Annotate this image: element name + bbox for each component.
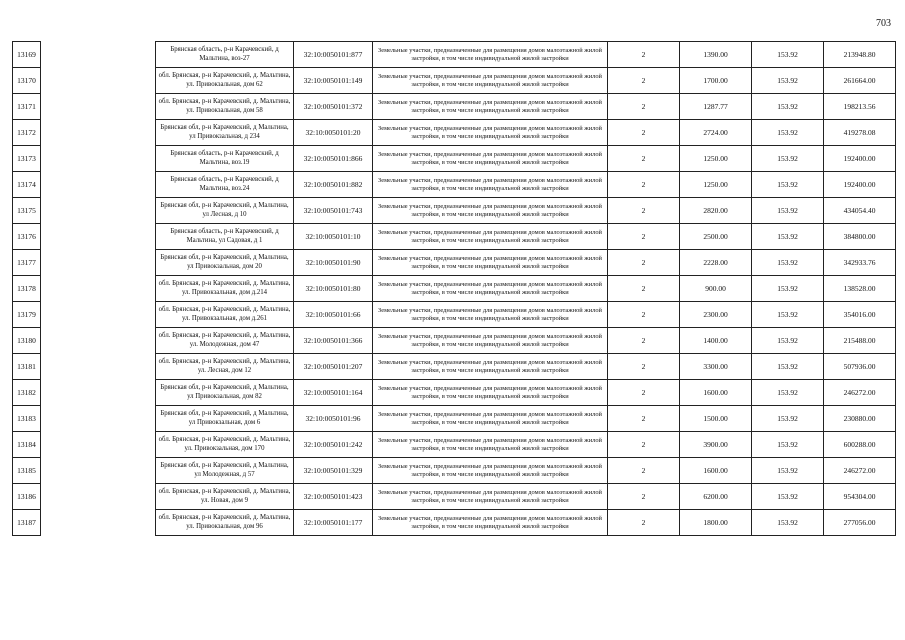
area-cell: 1600.00 bbox=[680, 458, 752, 484]
value-cell: 138528.00 bbox=[824, 276, 896, 302]
category-cell: 2 bbox=[608, 328, 680, 354]
address-cell: обл. Брянская, р-н Карачевский, д. Мальтина, ул. Лесная, дом 12 bbox=[156, 354, 294, 380]
row-number-cell: 13172 bbox=[13, 120, 41, 146]
row-number-row bbox=[13, 276, 41, 302]
value-cell: 419278.08 bbox=[824, 120, 896, 146]
area-cell: 3900.00 bbox=[680, 432, 752, 458]
land-use-cell: Земельные участки, предназначенные для размещения домов малоэтажной жилой застройки, в том числе индивидуальной жилой застройки bbox=[373, 276, 608, 302]
value-cell: 215488.00 bbox=[824, 328, 896, 354]
cadastral-number-cell: 32:10:0050101:66 bbox=[294, 302, 373, 328]
value-cell: 246272.00 bbox=[824, 380, 896, 406]
area-cell: 1700.00 bbox=[680, 68, 752, 94]
area-cell: 1250.00 bbox=[680, 146, 752, 172]
category-cell: 2 bbox=[608, 510, 680, 536]
area-cell: 2724.00 bbox=[680, 120, 752, 146]
category-cell: 2 bbox=[608, 68, 680, 94]
parcel-table bbox=[155, 41, 896, 536]
rate-cell: 153.92 bbox=[752, 302, 824, 328]
cadastral-number-cell: 32:10:0050101:149 bbox=[294, 68, 373, 94]
rate-cell: 153.92 bbox=[752, 198, 824, 224]
land-use-cell: Земельные участки, предназначенные для размещения домов малоэтажной жилой застройки, в том числе индивидуальной жилой застройки bbox=[373, 42, 608, 68]
row-number-row bbox=[13, 406, 41, 432]
address-cell: обл. Брянская, р-н Карачевский, д. Мальтина, ул. Новая, дом 9 bbox=[156, 484, 294, 510]
row-number-cell: 13181 bbox=[13, 354, 41, 380]
table-row bbox=[156, 198, 896, 224]
rate-cell: 153.92 bbox=[752, 42, 824, 68]
land-use-cell: Земельные участки, предназначенные для размещения домов малоэтажной жилой застройки, в том числе индивидуальной жилой застройки bbox=[373, 510, 608, 536]
address-cell: обл. Брянская, р-н Карачевский, д. Мальтина, ул. Привокзальная, дом д.261 bbox=[156, 302, 294, 328]
row-number-cell: 13182 bbox=[13, 380, 41, 406]
area-cell: 1250.00 bbox=[680, 172, 752, 198]
land-use-cell: Земельные участки, предназначенные для размещения домов малоэтажной жилой застройки, в том числе индивидуальной жилой застройки bbox=[373, 172, 608, 198]
row-number-cell: 13173 bbox=[13, 146, 41, 172]
cadastral-number-cell: 32:10:0050101:366 bbox=[294, 328, 373, 354]
address-cell: Брянская область, р-н Карачевский, д Мальтина, воз-27 bbox=[156, 42, 294, 68]
area-cell: 2228.00 bbox=[680, 250, 752, 276]
category-cell: 2 bbox=[608, 276, 680, 302]
value-cell: 507936.00 bbox=[824, 354, 896, 380]
table-row bbox=[156, 68, 896, 94]
table-row bbox=[156, 94, 896, 120]
value-cell: 600288.00 bbox=[824, 432, 896, 458]
cadastral-number-cell: 32:10:0050101:882 bbox=[294, 172, 373, 198]
row-number-cell: 13175 bbox=[13, 198, 41, 224]
category-cell: 2 bbox=[608, 432, 680, 458]
category-cell: 2 bbox=[608, 146, 680, 172]
address-cell: обл. Брянская, р-н Карачевский, д. Мальтина, ул. Привокзальная, дом 170 bbox=[156, 432, 294, 458]
area-cell: 2300.00 bbox=[680, 302, 752, 328]
row-number-cell: 13178 bbox=[13, 276, 41, 302]
area-cell: 900.00 bbox=[680, 276, 752, 302]
land-use-cell: Земельные участки, предназначенные для размещения домов малоэтажной жилой застройки, в том числе индивидуальной жилой застройки bbox=[373, 198, 608, 224]
category-cell: 2 bbox=[608, 172, 680, 198]
value-cell: 192400.00 bbox=[824, 172, 896, 198]
land-use-cell: Земельные участки, предназначенные для размещения домов малоэтажной жилой застройки, в том числе индивидуальной жилой застройки bbox=[373, 432, 608, 458]
land-use-cell: Земельные участки, предназначенные для размещения домов малоэтажной жилой застройки, в том числе индивидуальной жилой застройки bbox=[373, 94, 608, 120]
value-cell: 354016.00 bbox=[824, 302, 896, 328]
address-cell: Брянская обл, р-н Карачевский, д Мальтина, ул Лесная, д 10 bbox=[156, 198, 294, 224]
row-number-cell: 13176 bbox=[13, 224, 41, 250]
table-row bbox=[156, 276, 896, 302]
table-row bbox=[156, 328, 896, 354]
area-cell: 1390.00 bbox=[680, 42, 752, 68]
row-number-cell: 13184 bbox=[13, 432, 41, 458]
address-cell: Брянская обл, р-н Карачевский, д Мальтина, ул Привокзальная, дом 20 bbox=[156, 250, 294, 276]
category-cell: 2 bbox=[608, 224, 680, 250]
row-number-row bbox=[13, 42, 41, 68]
row-number-row bbox=[13, 354, 41, 380]
value-cell: 261664.00 bbox=[824, 68, 896, 94]
row-number-cell: 13174 bbox=[13, 172, 41, 198]
cadastral-number-cell: 32:10:0050101:866 bbox=[294, 146, 373, 172]
address-cell: Брянская обл, р-н Карачевский, д Мальтина, ул Привокзальная, дом 6 bbox=[156, 406, 294, 432]
rate-cell: 153.92 bbox=[752, 432, 824, 458]
cadastral-number-cell: 32:10:0050101:164 bbox=[294, 380, 373, 406]
land-use-cell: Земельные участки, предназначенные для размещения домов малоэтажной жилой застройки, в том числе индивидуальной жилой застройки bbox=[373, 458, 608, 484]
land-use-cell: Земельные участки, предназначенные для размещения домов малоэтажной жилой застройки, в том числе индивидуальной жилой застройки bbox=[373, 224, 608, 250]
category-cell: 2 bbox=[608, 42, 680, 68]
row-number-row bbox=[13, 146, 41, 172]
address-cell: обл. Брянская, р-н Карачевский, д. Мальтина, ул. Молодежная, дом 47 bbox=[156, 328, 294, 354]
area-cell: 3300.00 bbox=[680, 354, 752, 380]
value-cell: 384800.00 bbox=[824, 224, 896, 250]
cadastral-number-cell: 32:10:0050101:96 bbox=[294, 406, 373, 432]
address-cell: обл. Брянская, р-н Карачевский, д. Мальтина, ул. Привокзальная, дом 62 bbox=[156, 68, 294, 94]
area-cell: 2500.00 bbox=[680, 224, 752, 250]
table-row bbox=[156, 458, 896, 484]
table-row bbox=[156, 146, 896, 172]
rate-cell: 153.92 bbox=[752, 172, 824, 198]
rate-cell: 153.92 bbox=[752, 276, 824, 302]
area-cell: 6200.00 bbox=[680, 484, 752, 510]
row-number-cell: 13169 bbox=[13, 42, 41, 68]
category-cell: 2 bbox=[608, 302, 680, 328]
row-number-row bbox=[13, 120, 41, 146]
table-row bbox=[156, 224, 896, 250]
rate-cell: 153.92 bbox=[752, 68, 824, 94]
rate-cell: 153.92 bbox=[752, 94, 824, 120]
row-number-row bbox=[13, 458, 41, 484]
value-cell: 198213.56 bbox=[824, 94, 896, 120]
rate-cell: 153.92 bbox=[752, 406, 824, 432]
address-cell: Брянская область, р-н Карачевский, д Мальтина, воз.19 bbox=[156, 146, 294, 172]
row-number-row bbox=[13, 484, 41, 510]
row-number-row bbox=[13, 198, 41, 224]
table-row bbox=[156, 354, 896, 380]
value-cell: 434054.40 bbox=[824, 198, 896, 224]
rate-cell: 153.92 bbox=[752, 380, 824, 406]
row-number-row bbox=[13, 172, 41, 198]
rate-cell: 153.92 bbox=[752, 120, 824, 146]
land-use-cell: Земельные участки, предназначенные для размещения домов малоэтажной жилой застройки, в том числе индивидуальной жилой застройки bbox=[373, 250, 608, 276]
table-row bbox=[156, 432, 896, 458]
value-cell: 230880.00 bbox=[824, 406, 896, 432]
area-cell: 1400.00 bbox=[680, 328, 752, 354]
row-number-cell: 13186 bbox=[13, 484, 41, 510]
rate-cell: 153.92 bbox=[752, 458, 824, 484]
land-use-cell: Земельные участки, предназначенные для размещения домов малоэтажной жилой застройки, в том числе индивидуальной жилой застройки bbox=[373, 406, 608, 432]
cadastral-number-cell: 32:10:0050101:90 bbox=[294, 250, 373, 276]
cadastral-number-cell: 32:10:0050101:329 bbox=[294, 458, 373, 484]
table-row bbox=[156, 250, 896, 276]
row-number-cell: 13180 bbox=[13, 328, 41, 354]
land-use-cell: Земельные участки, предназначенные для размещения домов малоэтажной жилой застройки, в том числе индивидуальной жилой застройки bbox=[373, 120, 608, 146]
category-cell: 2 bbox=[608, 458, 680, 484]
cadastral-number-cell: 32:10:0050101:242 bbox=[294, 432, 373, 458]
value-cell: 342933.76 bbox=[824, 250, 896, 276]
row-number-row bbox=[13, 250, 41, 276]
table-row bbox=[156, 406, 896, 432]
land-use-cell: Земельные участки, предназначенные для размещения домов малоэтажной жилой застройки, в том числе индивидуальной жилой застройки bbox=[373, 380, 608, 406]
address-cell: Брянская область, р-н Карачевский, д Мальтина, ул Садовая, д 1 bbox=[156, 224, 294, 250]
address-cell: обл. Брянская, р-н Карачевский, д. Мальтина, ул. Привокзальная, дом 58 bbox=[156, 94, 294, 120]
address-cell: обл. Брянская, р-н Карачевский, д. Мальтина, ул. Привокзальная, дом 96 bbox=[156, 510, 294, 536]
rate-cell: 153.92 bbox=[752, 146, 824, 172]
area-cell: 1500.00 bbox=[680, 406, 752, 432]
table-row bbox=[156, 484, 896, 510]
row-number-cell: 13177 bbox=[13, 250, 41, 276]
row-number-row bbox=[13, 510, 41, 536]
rate-cell: 153.92 bbox=[752, 354, 824, 380]
rate-cell: 153.92 bbox=[752, 510, 824, 536]
table-row bbox=[156, 302, 896, 328]
row-number-row bbox=[13, 94, 41, 120]
rate-cell: 153.92 bbox=[752, 250, 824, 276]
row-number-cell: 13183 bbox=[13, 406, 41, 432]
land-use-cell: Земельные участки, предназначенные для размещения домов малоэтажной жилой застройки, в том числе индивидуальной жилой застройки bbox=[373, 328, 608, 354]
land-use-cell: Земельные участки, предназначенные для размещения домов малоэтажной жилой застройки, в том числе индивидуальной жилой застройки bbox=[373, 68, 608, 94]
area-cell: 1800.00 bbox=[680, 510, 752, 536]
row-number-row bbox=[13, 68, 41, 94]
cadastral-number-cell: 32:10:0050101:80 bbox=[294, 276, 373, 302]
value-cell: 954304.00 bbox=[824, 484, 896, 510]
area-cell: 1600.00 bbox=[680, 380, 752, 406]
category-cell: 2 bbox=[608, 380, 680, 406]
address-cell: Брянская область, р-н Карачевский, д Мальтина, воз.24 bbox=[156, 172, 294, 198]
rate-cell: 153.92 bbox=[752, 484, 824, 510]
address-cell: Брянская обл, р-н Карачевский, д Мальтина, ул Молодежная, д 57 bbox=[156, 458, 294, 484]
table-row bbox=[156, 510, 896, 536]
category-cell: 2 bbox=[608, 198, 680, 224]
value-cell: 213948.80 bbox=[824, 42, 896, 68]
category-cell: 2 bbox=[608, 250, 680, 276]
area-cell: 1287.77 bbox=[680, 94, 752, 120]
cadastral-number-cell: 32:10:0050101:20 bbox=[294, 120, 373, 146]
cadastral-number-cell: 32:10:0050101:743 bbox=[294, 198, 373, 224]
table-row bbox=[156, 172, 896, 198]
land-use-cell: Земельные участки, предназначенные для размещения домов малоэтажной жилой застройки, в том числе индивидуальной жилой застройки bbox=[373, 484, 608, 510]
category-cell: 2 bbox=[608, 94, 680, 120]
land-use-cell: Земельные участки, предназначенные для размещения домов малоэтажной жилой застройки, в том числе индивидуальной жилой застройки bbox=[373, 302, 608, 328]
row-number-row bbox=[13, 302, 41, 328]
cadastral-number-cell: 32:10:0050101:423 bbox=[294, 484, 373, 510]
cadastral-number-cell: 32:10:0050101:372 bbox=[294, 94, 373, 120]
rate-cell: 153.92 bbox=[752, 224, 824, 250]
row-number-row bbox=[13, 380, 41, 406]
rate-cell: 153.92 bbox=[752, 328, 824, 354]
row-number-table bbox=[12, 41, 41, 536]
table-row bbox=[156, 42, 896, 68]
address-cell: Брянская обл, р-н Карачевский, д Мальтина, ул Привокзальная, д 234 bbox=[156, 120, 294, 146]
category-cell: 2 bbox=[608, 406, 680, 432]
table-row bbox=[156, 120, 896, 146]
category-cell: 2 bbox=[608, 354, 680, 380]
category-cell: 2 bbox=[608, 120, 680, 146]
cadastral-number-cell: 32:10:0050101:877 bbox=[294, 42, 373, 68]
table-row bbox=[156, 380, 896, 406]
row-number-cell: 13170 bbox=[13, 68, 41, 94]
row-number-cell: 13187 bbox=[13, 510, 41, 536]
cadastral-number-cell: 32:10:0050101:207 bbox=[294, 354, 373, 380]
row-number-cell: 13179 bbox=[13, 302, 41, 328]
cadastral-number-cell: 32:10:0050101:10 bbox=[294, 224, 373, 250]
row-number-cell: 13171 bbox=[13, 94, 41, 120]
cadastral-number-cell: 32:10:0050101:177 bbox=[294, 510, 373, 536]
area-cell: 2820.00 bbox=[680, 198, 752, 224]
value-cell: 192400.00 bbox=[824, 146, 896, 172]
value-cell: 246272.00 bbox=[824, 458, 896, 484]
row-number-row bbox=[13, 328, 41, 354]
category-cell: 2 bbox=[608, 484, 680, 510]
row-number-row bbox=[13, 432, 41, 458]
row-number-cell: 13185 bbox=[13, 458, 41, 484]
land-use-cell: Земельные участки, предназначенные для размещения домов малоэтажной жилой застройки, в том числе индивидуальной жилой застройки bbox=[373, 146, 608, 172]
address-cell: обл. Брянская, р-н Карачевский, д. Мальтина, ул. Привокзальная, дом д.214 bbox=[156, 276, 294, 302]
value-cell: 277056.00 bbox=[824, 510, 896, 536]
page-number: 703 bbox=[876, 18, 891, 29]
land-use-cell: Земельные участки, предназначенные для размещения домов малоэтажной жилой застройки, в том числе индивидуальной жилой застройки bbox=[373, 354, 608, 380]
row-number-row bbox=[13, 224, 41, 250]
address-cell: Брянская обл, р-н Карачевский, д Мальтина, ул Привокзальная, дом 82 bbox=[156, 380, 294, 406]
